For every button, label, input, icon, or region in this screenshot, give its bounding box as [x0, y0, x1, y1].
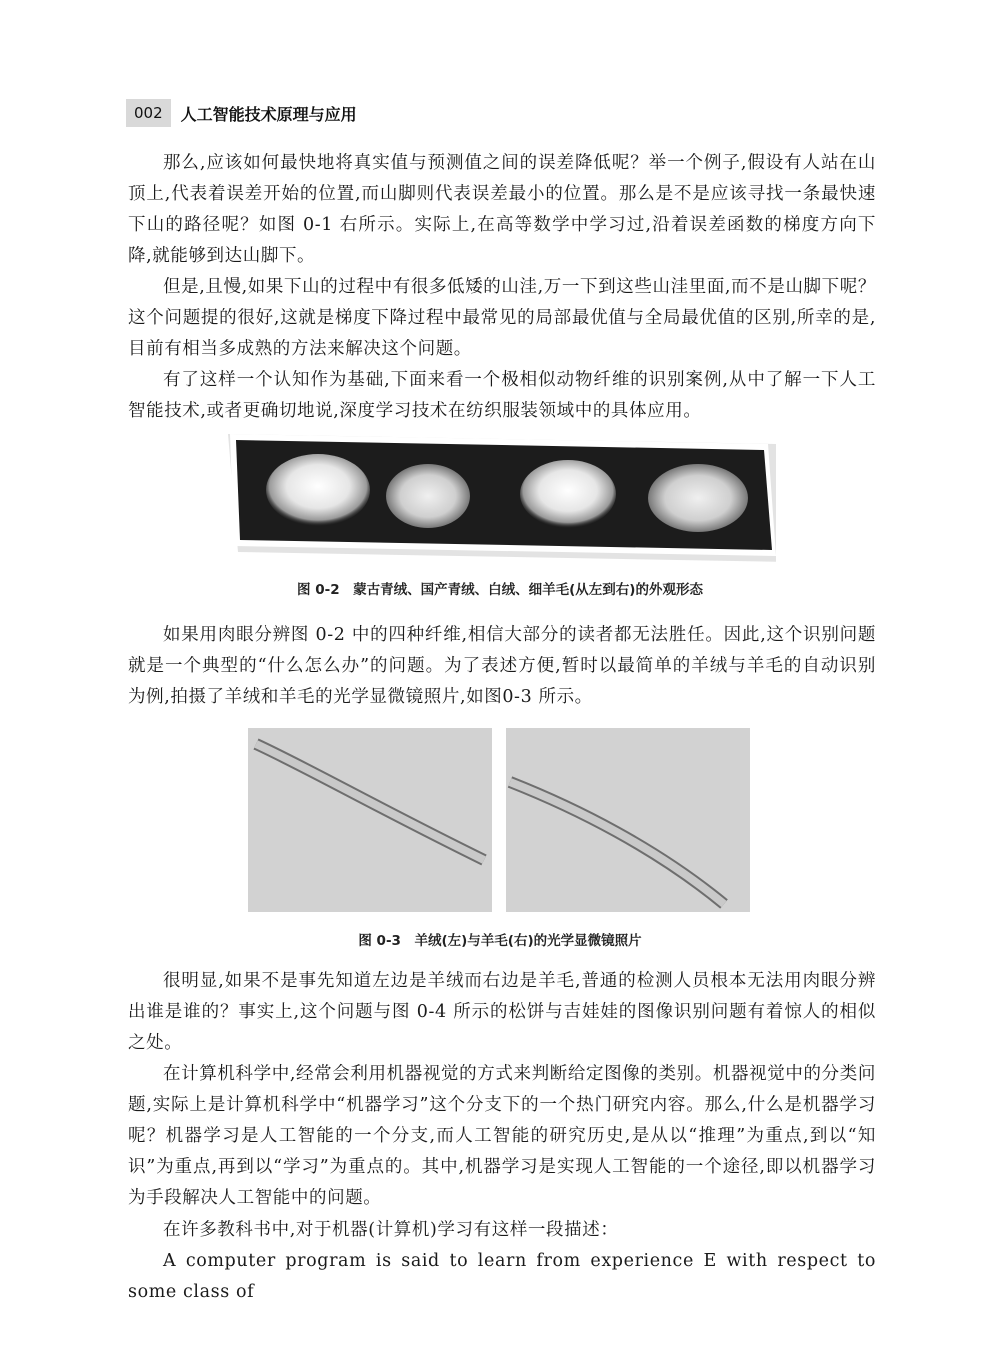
figure-caption: 图 0-2 蒙古青绒、国产青绒、白绒、细羊毛(从左到右)的外观形态 [297, 582, 703, 598]
paragraph: 在计算机科学中,经常会利用机器视觉的方式来判断给定图像的类别。机器视觉中的分类问题,实际上是计算机科学中“机器学习”这个分支下的一个热门研究内容。那么,什么是机器学习呢？机器学习是人工智能的一个分支,而人工智能的研究历史,是从以“推理”为重点,到以“知识”为重点,再到以“学习”为重点的。其中,机器学习是实现人工智能的一个途径,即以机器学习为手段解决人工智能中的问题。 [128, 1064, 876, 1208]
paragraph: 如果用肉眼分辨图 0-2 中的四种纤维,相信大部分的读者都无法胜任。因此,这个识别问题就是一个典型的“什么怎么办”的问题。为了表述方便,暂时以最简单的羊绒与羊毛的自动识别为例,拍摄了羊绒和羊毛的光学显微镜照片,如图0-3 所示。 [128, 625, 876, 707]
paragraph: 有了这样一个认知作为基础,下面来看一个极相似动物纤维的识别案例,从中了解一下人工智能技术,或者更确切地说,深度学习技术在纺织服装领域中的具体应用。 [128, 370, 876, 421]
fiber-sample-1 [266, 454, 370, 526]
page-number: 002 [126, 99, 171, 127]
paragraph: 但是,且慢,如果下山的过程中有很多低矮的山洼,万一下到这些山洼里面,而不是山脚下呢？这个问题提的很好,这就是梯度下降过程中最常见的局部最优值与全局最优值的区别,所幸的是,目前有相当多成熟的方法来解决这个问题。 [128, 277, 876, 359]
fiber-sample-4 [648, 464, 748, 532]
cashmere-microscope-photo [248, 728, 492, 912]
book-title: 人工智能技术原理与应用 [180, 104, 357, 124]
fiber-sample-3 [520, 460, 616, 528]
wool-microscope-photo [506, 728, 750, 912]
figure-caption: 图 0-3 羊绒(左)与羊毛(右)的光学显微镜照片 [358, 933, 642, 949]
paragraph: 那么,应该如何最快地将真实值与预测值之间的误差降低呢？举一个例子,假设有人站在山顶上,代表着误差开始的位置,而山脚则代表误差最小的位置。那么是不是应该寻找一条最快速下山的路径呢？如图 0-1 右所示。实际上,在高等数学中学习过,沿着误差函数的梯度方向下降,就能够到达山脚下。 [128, 153, 876, 266]
paragraph: A computer program is said to learn from experience E with respect to some class of [128, 1251, 876, 1302]
running-header [126, 98, 357, 128]
paragraph: 很明显,如果不是事先知道左边是羊绒而右边是羊毛,普通的检测人员根本无法用肉眼分辨出谁是谁的？事实上,这个问题与图 0-4 所示的松饼与吉娃娃的图像识别问题有着惊人的相似之处。 [128, 971, 876, 1053]
fiber-sample-2 [386, 464, 470, 528]
paragraph: 在许多教科书中,对于机器(计算机)学习有这样一段描述： [163, 1220, 619, 1240]
fiber-appearance-photo [228, 434, 776, 562]
